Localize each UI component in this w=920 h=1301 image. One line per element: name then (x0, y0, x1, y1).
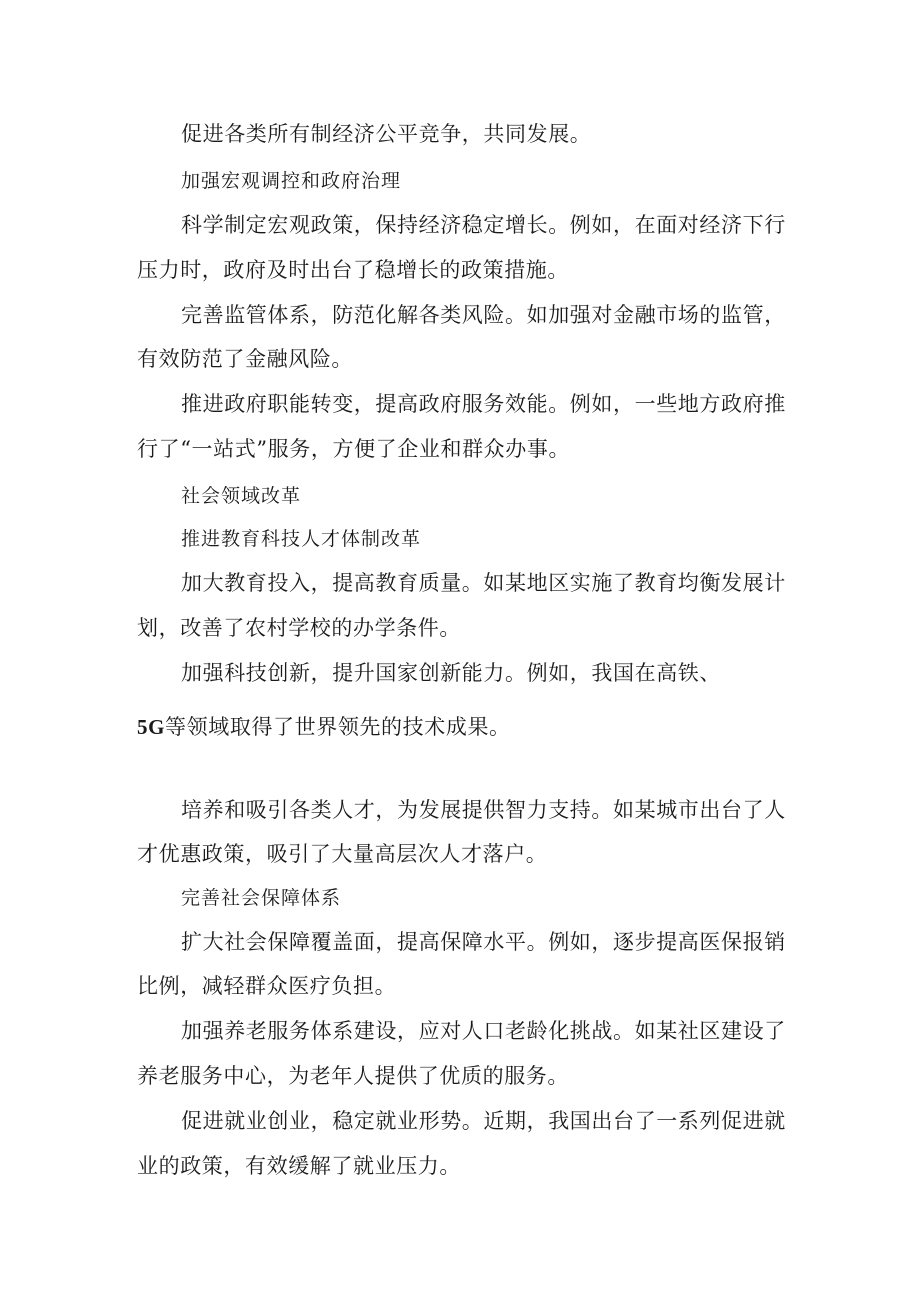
paragraph-line: 养老服务中心，为老年人提供了优质的服务。 (137, 1064, 569, 1088)
subsection-heading: 完善社会保障体系 (181, 887, 342, 909)
paragraph-line: 促进各类所有制经济公平竞争，共同发展。 (181, 122, 592, 146)
paragraph-line-text: 等领域取得了世界领先的技术成果。 (165, 715, 511, 739)
section-heading: 加强宏观调控和政府治理 (181, 170, 402, 192)
paragraph-line: 科学制定宏观政策，保持经济稳定增长。例如，在面对经济下行 (181, 213, 786, 237)
paragraph-line: 有效防范了金融风险。 (137, 347, 353, 371)
paragraph-line: 扩大社会保障覆盖面，提高保障水平。例如，逐步提高医保报销 (181, 930, 786, 954)
paragraph-line: 完善监管体系，防范化解各类风险。如加强对金融市场的监管， (181, 303, 786, 327)
paragraph-line: 加大教育投入，提高教育质量。如某地区实施了教育均衡发展计 (181, 571, 786, 595)
tech-term-5g: 5G (137, 715, 166, 739)
subsection-heading: 推进教育科技人才体制改革 (181, 528, 422, 550)
paragraph-line: 比例，减轻群众医疗负担。 (137, 974, 397, 998)
paragraph-line: 加强养老服务体系建设，应对人口老龄化挑战。如某社区建设了 (181, 1019, 786, 1043)
paragraph-line: 促进就业创业，稳定就业形势。近期，我国出台了一系列促进就 (181, 1109, 786, 1133)
paragraph-line: 划，改善了农村学校的办学条件。 (137, 616, 461, 640)
paragraph-line: 培养和吸引各类人才，为发展提供智力支持。如某城市出台了人 (181, 798, 786, 822)
paragraph-line: 加强科技创新，提升国家创新能力。例如，我国在高铁、 (181, 661, 721, 685)
section-heading: 社会领域改革 (181, 485, 302, 507)
paragraph-line: 业的政策，有效缓解了就业压力。 (137, 1154, 461, 1178)
paragraph-line: 推进政府职能转变，提高政府服务效能。例如，一些地方政府推 (181, 392, 786, 416)
paragraph-line (137, 712, 797, 742)
paragraph-line: 才优惠政策，吸引了大量高层次人才落户。 (137, 842, 548, 866)
paragraph-line: 行了“一站式”服务，方便了企业和群众办事。 (137, 437, 571, 461)
paragraph-line: 压力时，政府及时出台了稳增长的政策措施。 (137, 258, 569, 282)
